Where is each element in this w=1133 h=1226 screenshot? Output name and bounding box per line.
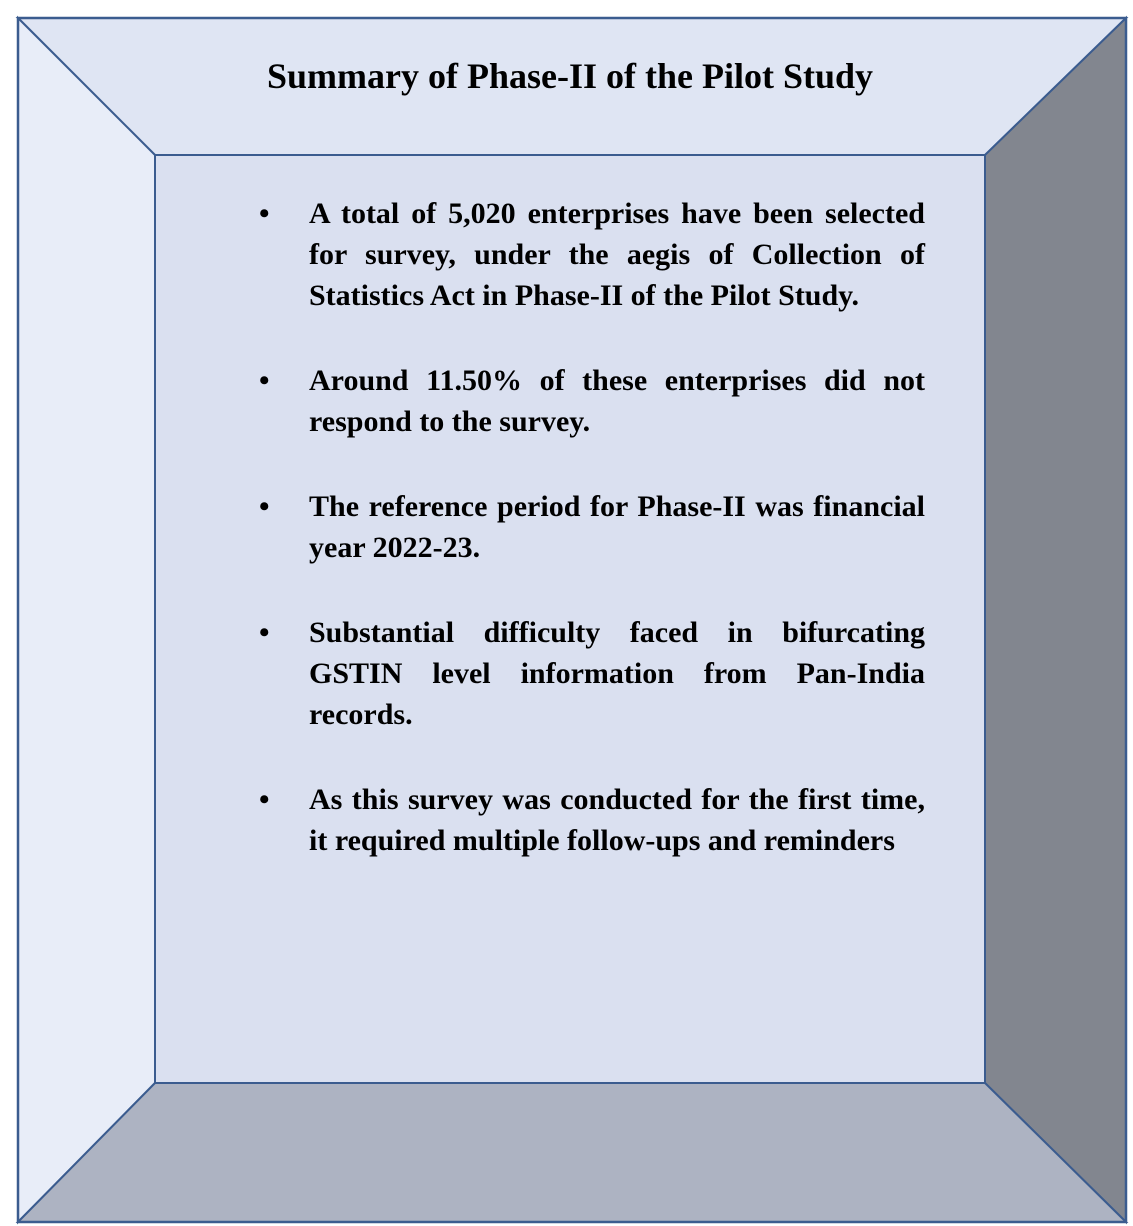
list-item-text: The reference period for Phase-II was financial year 2022-23. xyxy=(309,490,925,564)
list-item-text: As this survey was conducted for the first time, it required multiple follow-ups and reminders xyxy=(309,783,925,857)
list-item-text: Around 11.50% of these enterprises did not respond to the survey. xyxy=(309,364,925,438)
bullet-icon: • xyxy=(259,197,270,230)
list-item-text: A total of 5,020 enterprises have been selected for survey, under the aegis of Collection of Statistics Act in Phase-II of the Pilot Study. xyxy=(309,197,925,312)
list-item xyxy=(259,612,925,735)
list-item xyxy=(259,360,925,442)
bullet-icon: • xyxy=(259,783,270,816)
bullet-icon: • xyxy=(259,364,270,397)
bevel-bottom xyxy=(18,1083,1126,1222)
list-item xyxy=(259,486,925,568)
page-title: Summary of Phase-II of the Pilot Study xyxy=(266,56,873,96)
summary-panel xyxy=(157,157,985,1083)
summary-list xyxy=(259,193,925,861)
bullet-icon: • xyxy=(259,616,270,649)
list-item xyxy=(259,193,925,316)
list-item-text: Substantial difficulty faced in bifurcating GSTIN level information from Pan-India records. xyxy=(309,616,925,731)
bullet-icon: • xyxy=(259,490,270,523)
bevel-left xyxy=(18,18,155,1222)
bevel-right xyxy=(985,18,1126,1222)
list-item xyxy=(259,779,925,861)
